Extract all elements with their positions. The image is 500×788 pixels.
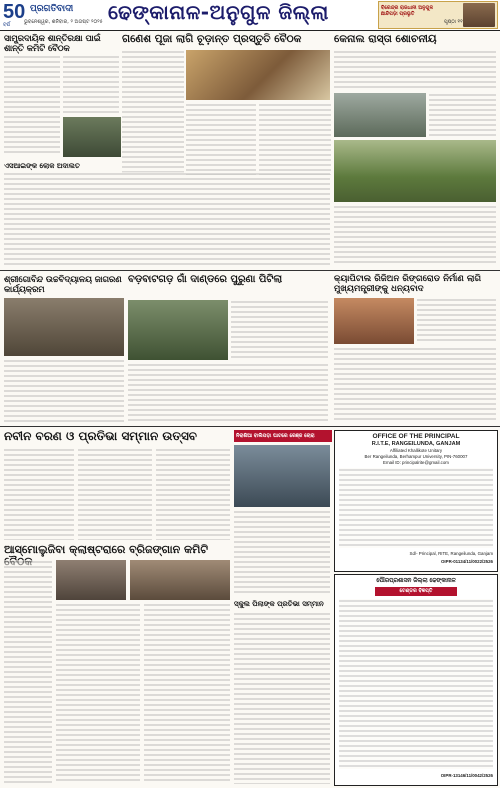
article-body [429, 93, 496, 137]
headline-sand-mining: ନିରାଶିଆ ବାଲିପଡ଼ା ଘାଟରେ ରେଞ୍ଜ ଚୋରା [234, 430, 332, 442]
article-body [259, 103, 331, 175]
masthead [0, 0, 500, 31]
page-number: ପୃଷ୍ଠା ୧୧ [444, 19, 463, 25]
school-photo [4, 298, 124, 356]
article-body [63, 55, 119, 115]
divider [0, 270, 500, 271]
headline-ganesh-puja: ଗଣେଶ ପୂଜା ଲାଗି ଚୂଡ଼ାନ୍ତ ପ୍ରସ୍ତୁତି ବୈଠକ [122, 33, 302, 45]
article-body [186, 103, 256, 175]
paper-name: ପ୍ରଗତିବାଦୀ [30, 4, 74, 14]
logo-number: 50 [3, 1, 26, 23]
headline-cluster-meeting: ଆସ୍ମୋଲୁଜିବା କ୍ଲାଷ୍ଟରାରେ ବ୍ରିଜଙ୍ଗାନ କମିଟି [4, 543, 209, 556]
headline-ring-road: କ୍ୟାପିଟାଲ ରିଜିଅନ ରିଙ୍ଗରୋଡ ନିର୍ମାଣ ଲାଗି ମୁଖ୍ୟମନ୍ତ୍ରୀଙ୍କୁ ଧନ୍ୟବାଦ [334, 274, 482, 294]
road-photo [334, 140, 496, 202]
river-photo [234, 445, 330, 507]
article-body [234, 510, 330, 596]
article-body [417, 298, 496, 344]
notice-body [339, 468, 493, 548]
village-photo [128, 300, 228, 360]
headline-student-talent: ସ୍କୁଲ ପିଲାଙ୍କ ପ୍ରତିଭା ସମ୍ମାନ [234, 600, 324, 608]
article-body [4, 560, 52, 784]
notice-code: OIPR-01134/11/0022/2526 [441, 559, 493, 564]
notice-line: Ber Rangeilunda, Berhampur University, PIN-760007 [364, 454, 468, 459]
tender-notice-box [334, 430, 498, 572]
news-photo [63, 117, 121, 157]
article-body [4, 172, 330, 268]
divider [0, 426, 500, 427]
tender-title: ପୌରପ୍ରଶାସନ ଜିଲ୍ଲା ଢେଙ୍କାନାଳ [376, 578, 456, 584]
article-body [128, 363, 328, 423]
tender-code: OIPR-13146/11/0042/2526 [440, 773, 493, 778]
headline-school-awareness: ଶ୍ରୀଗୋବିନ୍ଦ ଉଚ୍ଚବିଦ୍ୟାଳୟ ଜାଗରଣ କାର୍ଯ୍ୟକ୍ରମ [4, 274, 122, 294]
article-body [234, 612, 330, 784]
article-body [334, 347, 496, 423]
meeting-photo [56, 560, 126, 600]
municipal-tender-box [334, 574, 498, 786]
promo-box [378, 1, 498, 29]
meeting-photo [130, 560, 230, 600]
notice-title: OFFICE OF THE PRINCIPAL [372, 433, 460, 440]
logo-years: ବର୍ଷ [3, 22, 11, 28]
article-body [334, 50, 496, 90]
promo-text: ବିରେନ୍ଦ୍ର ରାଜଧାନୀ ଅନୁଗୁଳ ଛାନ୍ଦିପଡ଼ା ପ୍ରଭୃତି [381, 5, 434, 17]
headline-village-road: ବଡ଼ବାଟଗଡ଼ ଗାଁ ଦାଣ୍ଡରେ ପୁରୁଣା ପିଟିଲା [128, 274, 283, 285]
headline-peace-committee: ସାମ୍ପ୍ରଦାୟିକ ଶାନ୍ତିରକ୍ଷା ପାଇଁ ଶାନ୍ତି କମିଟି ବୈଠକ [4, 33, 101, 53]
headline-welcome-ceremony: ନବୀନ ବରଣ ଓ ପ୍ରତିଭା ସମ୍ମାନ ଉତ୍ସବ [4, 429, 197, 443]
notice-subtitle: R.I.T.E, RANGEILUNDA, GANJAM [371, 441, 461, 447]
headline-lok-adalat: ଏସଆଇଙ୍କ ଲୋକ ଅଦାଲତ [4, 162, 80, 170]
article-body [144, 603, 230, 783]
meeting-photo [186, 50, 330, 100]
article-body [231, 300, 328, 360]
article-body [4, 55, 60, 155]
news-photo [334, 298, 414, 344]
dateline: ଭୁବନେଶ୍ୱର, ଶନିବାର, ୨ ଅଗଷ୍ଟ ୨୦୨୫ [24, 19, 103, 25]
article-body [122, 50, 184, 175]
notice-email: Email ID: principalrite@gmail.com [383, 460, 449, 465]
article-body [78, 448, 152, 540]
notice-sign: Sd/- Principal, RITE, Rangeilunda, Ganjam [409, 551, 493, 556]
article-body [156, 448, 230, 540]
notice-line: Affiliated Khallikote Unitary [389, 448, 443, 453]
tender-subtitle: ଟେଣ୍ଡର ବିଜ୍ଞପ୍ତି [375, 587, 457, 596]
promo-photo [463, 3, 495, 27]
tender-body [339, 599, 493, 769]
article-body [4, 448, 74, 540]
article-body [4, 359, 124, 423]
article-body [56, 603, 140, 783]
page-title: ଢେଙ୍କାନାଳ-ଅନୁଗୁଳ ଜିଲ୍ଲା [108, 0, 329, 24]
meeting-photo [334, 93, 426, 137]
article-body [334, 205, 496, 265]
headline-canal-road: କେନାଲ ରାସ୍ତା ଶୋଚନୀୟ [334, 33, 437, 45]
